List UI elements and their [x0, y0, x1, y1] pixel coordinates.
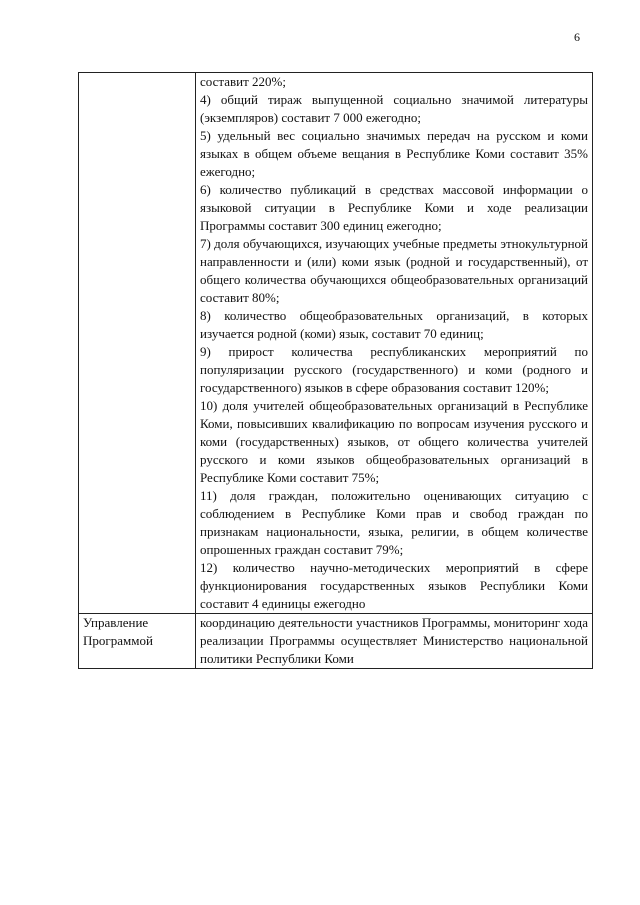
target-item: 6) количество публикаций в средствах массовой информации о языковой ситуации в Республике Коми и ходе реализации Программы составит 300 единиц ежегодно;	[200, 182, 588, 233]
target-item: 7) доля обучающихся, изучающих учебные предметы этнокультурной направленности и (или) коми язык (родной и государственный), от общего количества обучающихся общеобразовательных организаций составит 80%;	[200, 236, 588, 305]
target-item: 5) удельный вес социально значимых передач на русском и коми языках в общем объеме вещания в Республике Коми составит 35% ежегодно;	[200, 128, 588, 179]
target-item: составит 220%;	[200, 74, 286, 89]
targets-content-cell	[196, 73, 593, 614]
targets-label-cell	[79, 73, 196, 614]
management-label-cell: Управление Программой	[79, 614, 196, 669]
target-item: 8) количество общеобразовательных организаций, в которых изучается родной (коми) язык, составит 70 единиц;	[200, 308, 588, 341]
target-item: 9) прирост количества республиканских мероприятий по популяризации русского (государственного) и коми (родного и государственного) языков в сфере образования составит 120%;	[200, 344, 588, 395]
page-number: 6	[574, 30, 580, 44]
target-item: 10) доля учителей общеобразовательных организаций в Республике Коми, повысивших квалификацию по вопросам изучения русского и коми (государственных) языков, от общего количества учителей русского и коми языков общеобразовательных организаций в Республике Коми составит 75%;	[200, 398, 588, 485]
program-passport-table	[78, 72, 593, 669]
target-item: 4) общий тираж выпущенной социально значимой литературы (экземпляров) составит 7 000 ежегодно;	[200, 92, 588, 125]
target-item: 11) доля граждан, положительно оценивающих ситуацию с соблюдением в Республике Коми прав и свобод граждан по признакам национальности, языка, религии, в общем количестве опрошенных граждан составит 79%;	[200, 488, 588, 557]
table-row-targets	[79, 73, 593, 614]
management-content-cell: координацию деятельности участников Программы, мониторинг хода реализации Программы осуществляет Министерство национальной политики Республики Коми	[196, 614, 593, 669]
table-row-management	[79, 614, 593, 669]
target-item: 12) количество научно-методических мероприятий в сфере функционирования государственных языков Республики Коми составит 4 единицы ежегодно	[200, 560, 588, 611]
